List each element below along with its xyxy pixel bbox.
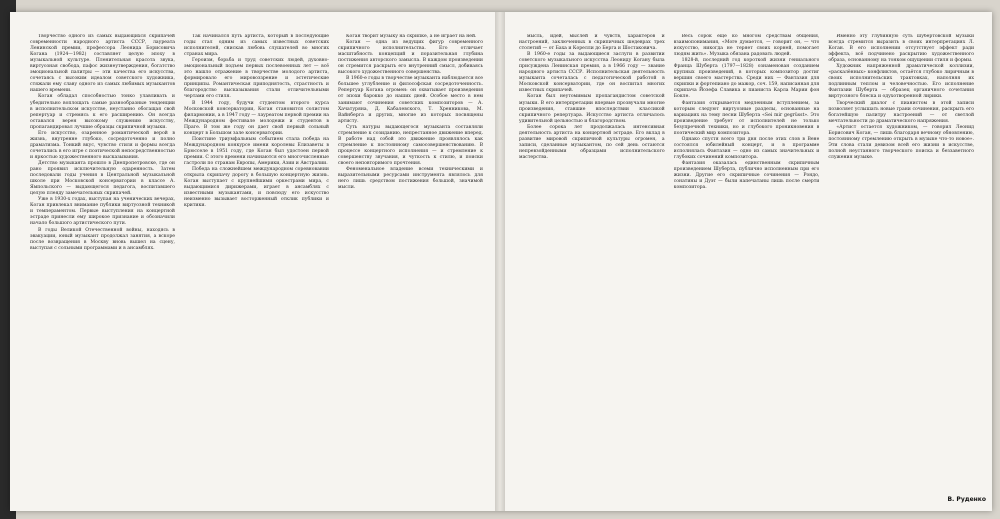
- right-column-1: [519, 34, 665, 491]
- paragraph: мысль, идей, мыслей и чувств, характеров и настроений, заключенных в скрипичных шедеврах трех столетий — от Баха и Корелли до Берга и Шостаковича.: [519, 34, 665, 52]
- paragraph: Поистине триумфальным событием стала победа на Международном конкурсе имени королевы Елизаветы в Брюсселе в 1951 году, где Коган был удостоен первой премии. С этого времени начинаются его многочисленные гастроли по странам Европы, Америки, Азии и Австралии.: [184, 136, 329, 166]
- right-column-3: [828, 34, 974, 491]
- paragraph: Фантазия оказалась единственным скрипичным произведением Шуберта, публично исполненным при его жизни. Другие его скрипичные сочинения — Рондо, сонатины и Дуэт — были напечатаны лишь после смерти композитора.: [673, 160, 820, 191]
- paragraph: В 1960-е годы за выдающиеся заслуги в развитии советского музыкального искусства Леониду Когану была присуждена Ленинская премия, а в 1966 году — звание народного артиста СССР. Исполнительская деятельность музыканта сочеталась с педагогической работой в Московской консерватории, где он воспитал многих известных скрипачей.: [519, 52, 665, 94]
- paragraph: Коган обладал способностью тонко улавливать и убедительно воплощать самые разнообразные тенденции в исполнительском искусстве, неустанно обогащая свой репертуар и стремясь к его расширению. Он всегда оставался верен высокому служению искусству, пропагандировал лучшие образцы скрипичной музыки.: [30, 94, 175, 130]
- paragraph: Суть натуры выдающегося музыканта составляли стремление к созиданию, непрестанное движение вперед. В работе над собой это движение проявлялось как стремление к постоянному самосовершенствованию. В процессе концертного исполнения — и стремление к совершенству звучания, и чуткость к стилю, и поиски своего неповторимого прочтения.: [338, 124, 483, 166]
- paragraph: Более сорока лет продолжалась интенсивная деятельность артиста на концертной эстраде. Его вклад в развитие мировой скрипичной культуры огромен, а записи, сделанные музыкантом, по сей день остаются непревзойденными образцами исполнительского мастерства.: [519, 124, 665, 160]
- paragraph: Героизм, борьба и труд советских людей, духовно-эмоциональный подъем первых послевоенных лет — всё это нашло отражение в творчестве молодого артиста, формировало его мировоззрение и эстетические принципы. Романтическая приподнятость, страстность и благородство высказывания стали отличительными чертами его стиля.: [184, 58, 329, 100]
- paragraph: В 1960-е годы в творчестве музыканта наблюдается все большее углубление и философская сосредоточенность. Репертуар Когана огромен: он охватывает произведения от эпохи барокко до наших дней. Особое место в нем занимают сочинения советских композиторов — А. Хачатуряна, Д. Кабалевского, Т. Хренникова, М. Вайнберга и других, многие из которых посвящены артисту.: [338, 76, 483, 124]
- paragraph: Победа на сложнейшем международном соревновании открыла скрипачу дорогу в большую концертную жизнь. Коган выступает с крупнейшими оркестрами мира, с выдающимися дирижерами, играет в ансамблях с известными музыкантами, и повсюду его искусство неизменно вызывает восторженный отклик публики и критики.: [184, 167, 329, 209]
- paragraph: Коган — одна из ведущих фигур современного скрипичного исполнительства. Его отличает масштабность концепций и поразительная глубина постижения авторского замысла. В каждом произведении он стремится раскрыть его внутренний смысл, добиваясь высокого художественного совершенства.: [338, 40, 483, 76]
- left-page: [10, 12, 495, 511]
- paragraph: Феноменальное владение всеми техническими и выразительными ресурсами инструмента являлось для него лишь средством постижения большой, значимой мысли.: [338, 167, 483, 191]
- paragraph: Однако спустя всего три дня после этих слов в Вене состоялся юбилейный концерт, и в программе исполнялась Фантазия — одно из самых значительных и глубоких сочинений композитора.: [673, 136, 820, 160]
- paragraph: Именно эту глубинную суть шубертовской музыки всегда стремится выразить в своих интерпретациях Л. Коган. В его исполнении отсутствует эффект ради эффекта, всё подчинено раскрытию художественного образа, основанному на тонком ощущении стиля и формы.: [828, 34, 975, 64]
- left-text-columns: [30, 34, 483, 491]
- paragraph: Коган творит музыку на скрипке, а не играет на ней.: [346, 34, 477, 39]
- page-gutter: [495, 12, 505, 511]
- left-column-1: [30, 34, 175, 491]
- paragraph: Так начинался путь артиста, который в последующие годы стал одним из самых известных советских исполнителей, снискав любовь слушателей во многих странах мира.: [184, 34, 329, 58]
- paragraph: Творчество одного из самых выдающихся скрипачей современности народного артиста СССР, лауреата Ленинской премии, профессора Леонида Борисовича Когана (1924—1982) составляет целую эпоху в музыкальной культуре. Пленительная красота звука, виртуозная свобода, пафос жизнеутверждения, богатство эмоциональной палитры — эти качества его искусства, сочетаясь с высоким идеалом советского художника, стяжали ему славу одного из самых любимых музыкантов нашего времени.: [30, 34, 175, 94]
- paragraph: Фантазия открывается медленным вступлением, за которым следуют виртуозные разделы, основанные на вариациях на тему песни Шуберта «Sei mir gegrüsst». Это произведение требует от исполнителей не только безупречной техники, но и глубокого проникновения в поэтический мир композитора.: [673, 100, 820, 136]
- left-column-2: [184, 34, 329, 491]
- paragraph: 1828-й, последний год короткой жизни гениального Франца Шуберта (1797—1828) ознаменован созданием крупных произведений, в которых композитор достиг вершин своего мастерства. Среди них — Фантазия для скрипки и фортепиано до мажор, соч. 159, написанная для скрипача Йозефа Славика и пианиста Карла Марии фон Бокле.: [673, 58, 820, 100]
- left-column-3: [338, 34, 483, 491]
- paragraph: В годы Великой Отечественной войны, находясь в эвакуации, юный музыкант продолжал занятия, а вскоре после возвращения в Москву вновь вышел на сцену, выступая с сольными программами и в ансамблях.: [30, 227, 175, 251]
- paragraph: Уже в 1930-х годах, выступая на ученических вечерах, Коган привлекал внимание публики виртуозной техникой и темпераментом. Первые выступления на концертной эстраде принесли ему широкое признание и обозначили начало большого артистического пути.: [30, 197, 175, 227]
- paragraph: Детство музыканта прошло в Днепропетровске, где он рано проявил исключительную одаренность. Затем последовали годы учения в Центральной музыкальной школе при Московской консерватории в классе А. Ямпольского — выдающегося педагога, воспитавшего целую плеяду замечательных скрипачей.: [30, 160, 175, 197]
- paragraph: Творческий диалог с пианистом в этой записи позволяет услышать новые грани сочинения, раскрыть его богатейшую палитру настроений — от светлой мечтательности до драматического напряжения.: [828, 100, 975, 124]
- right-text-columns: [519, 34, 974, 491]
- paragraph: «Артист остается художником, — говорил Леонид Борисович Коган, — лишь благодаря вечному обновлению, постоянному стремлению открыть в музыке что-то новое». Эти слова стали девизом всей его жизни в искусстве, полной неустанного творческого поиска и беззаветного служения музыке.: [828, 124, 975, 160]
- album-spread: [10, 12, 992, 511]
- paragraph: Коган был неутомимым пропагандистом советской музыки. В его интерпретации впервые прозвучали многие произведения, ставшие впоследствии классикой скрипичного репертуара. Искусство артиста отличалось удивительной цельностью и благородством.: [519, 94, 665, 124]
- paragraph: Его искусство, озаренное романтической верой в жизнь, внутренне глубоко, сосредоточенно и полно драматизма. Тонкий вкус, чувство стиля и формы всегда сочетались в его игре с поэтической непосредственностью и яркостью художественного высказывания.: [30, 130, 175, 160]
- right-page: [505, 12, 992, 511]
- paragraph: Весь сорок еще ко многом средствам общения, взаимопонимания, «More думается, — говорит он, — что искусство, никогда не теряет своих корней, помогает людям жить». Музыка обязана радовать людей.: [673, 34, 820, 58]
- paragraph: Художник напряженной драматической коллизии, «раскалённых» конфликтов, остаётся глубоко лиричным в своих исполнительских трактовках, наполняя их подлинным теплом и человечностью. Его исполнение Фантазии Шуберта — образец органичного сочетания виртуозного блеска и одухотворенной лирики.: [828, 64, 975, 100]
- author-signature: В. Руденко: [947, 496, 986, 503]
- right-column-2: [674, 34, 820, 491]
- paragraph: В 1944 году, будучи студентом второго курса Московской консерватории, Коган становится солистом филармонии, а в 1947 году — лауреатом первой премии на Международном фестивале молодежи и студентов в Праге. В том же году он дает свой первый сольный концерт в Большом зале консерватории.: [184, 100, 329, 136]
